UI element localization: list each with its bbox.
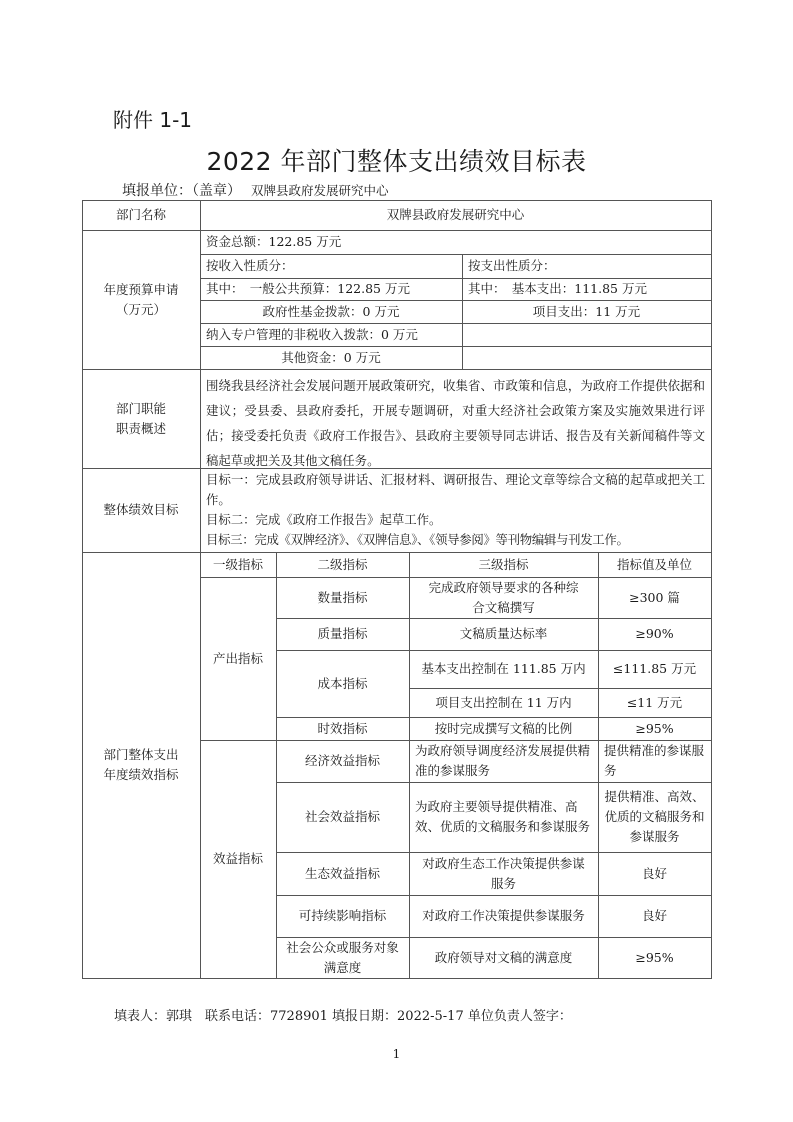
indicator-level2: 数量指标 (317, 589, 368, 605)
header-level1: 一级指标 (212, 556, 263, 572)
budget-total: 资金总额：122.85 万元 (206, 234, 342, 249)
header-level3: 三级指标 (478, 556, 529, 572)
indicator-value: 提供精准、高效、优质的文稿服务和参谋服务 (604, 789, 705, 844)
expense-project: 项目支出：11 万元 (532, 303, 641, 319)
income-gov-fund: 政府性基金拨款：0 万元 (262, 303, 400, 319)
page-number: 1 (392, 1047, 401, 1061)
reporting-unit-name: 双牌县政府发展研究中心 (251, 183, 389, 198)
indicator-level3: 为政府领导调度经济发展提供精准的参谋服务 (415, 743, 591, 778)
output-indicators-label: 产出指标 (212, 650, 263, 666)
goals-label: 整体绩效目标 (103, 502, 179, 517)
indicator-level2: 可持续影响指标 (298, 908, 387, 923)
expense-basic: 其中： 基本支出：111.85 万元 (468, 281, 647, 296)
budget-label (82, 230, 200, 369)
indicator-level2: 质量指标 (317, 626, 368, 641)
indicator-value: ≤11 万元 (626, 694, 683, 710)
indicator-level2: 社会效益指标 (304, 809, 380, 824)
dept-name-label: 部门名称 (115, 207, 166, 222)
income-general-budget: 其中： 一般公共预算：122.85 万元 (206, 281, 410, 296)
attachment-label: 附件 1-1 (113, 108, 193, 132)
indicator-level3: 对政府生态工作决策提供参谋服务 (422, 855, 585, 891)
indicator-level3: 对政府工作决策提供参谋服务 (422, 908, 585, 923)
benefit-indicators-label: 效益指标 (212, 851, 263, 866)
indicator-value: 良好 (641, 908, 667, 923)
indicator-value: ≥90% (635, 626, 674, 641)
indicator-level2: 时效指标 (317, 720, 368, 736)
footer-info: 填表人：郭琪 联系电话：7728901 填报日期：2022-5-17 单位负责人签字： (114, 1009, 572, 1024)
indicator-level3: 项目支出控制在 11 万内 (435, 694, 572, 710)
indicator-level2: 成本指标 (317, 675, 368, 691)
goals-list (200, 468, 711, 552)
indicator-level3: 文稿质量达标率 (459, 626, 548, 641)
functions-text: 围绕我县经济社会发展问题开展政策研究，收集省、市政策和信息，为政府工作提供依据和建议；受县委、县政府委托，开展专题调研，对重大经济社会政策方案及实施效果进行评估；接受委托负责《政府工作报告》、县政府主要领导同志讲话、报告及有关新闻稿件等文稿起草或把关及其他文稿任务。 (206, 378, 705, 468)
table-border-line (711, 200, 712, 979)
indicator-level3: 基本支出控制在 111.85 万内 (421, 661, 586, 676)
indicator-value: ≥95% (635, 720, 674, 736)
goal-item: 目标三：完成《双牌经济》、《双牌信息》、《领导参阅》等刊物编辑与刊发工作。 (206, 531, 629, 547)
goal-item: 目标二：完成《政府工作报告》起草工作。 (206, 511, 442, 527)
dept-name-value: 双牌县政府发展研究中心 (386, 207, 525, 222)
indicators-label (82, 552, 200, 978)
indicator-level3: 政府领导对文稿的满意度 (434, 949, 573, 965)
indicator-value: 良好 (641, 865, 667, 881)
indicator-level2: 生态效益指标 (304, 865, 380, 881)
indicator-value: ≥300 篇 (629, 589, 680, 605)
expense-header: 按支出性质分： (468, 258, 556, 273)
indicators-label-line2: 年度绩效指标 (103, 767, 179, 782)
table-border-line (82, 978, 712, 979)
goal-item: 目标一：完成县政府领导讲话、汇报材料、调研报告、理论文章等综合文稿的起草或把关工作。 (206, 471, 705, 507)
indicator-level3: 按时完成撰写文稿的比例 (434, 720, 573, 736)
indicator-level2: 社会公众或服务对象满意度 (286, 939, 399, 975)
reporting-unit-label: 填报单位：（盖章） (122, 183, 241, 199)
income-other: 其他资金：0 万元 (281, 349, 381, 365)
income-header: 按收入性质分： (206, 258, 294, 273)
indicator-level3: 完成政府领导要求的各种综合文稿撰写 (428, 579, 579, 615)
indicator-level2: 经济效益指标 (304, 753, 380, 768)
budget-label-line1: 年度预算申请 (103, 281, 179, 297)
budget-label-line2: （万元） (115, 301, 166, 317)
indicator-value: ≤111.85 万元 (612, 661, 697, 676)
header-level2: 二级指标 (317, 556, 368, 572)
indicators-label-line1: 部门整体支出 (103, 747, 179, 762)
functions-label-line2: 职责概述 (115, 420, 166, 436)
header-value: 指标值及单位 (616, 556, 692, 572)
functions-label-line1: 部门职能 (115, 400, 166, 416)
indicator-value: ≥95% (635, 949, 674, 965)
indicator-level3: 为政府主要领导提供精准、高效、优质的文稿服务和参谋服务 (415, 799, 591, 834)
functions-label (82, 369, 200, 468)
indicator-value: 提供精准的参谋服务 (604, 743, 705, 778)
income-nontax: 纳入专户管理的非税收入拨款：0 万元 (206, 326, 418, 342)
page-title: 2022 年部门整体支出绩效目标表 (206, 147, 587, 176)
